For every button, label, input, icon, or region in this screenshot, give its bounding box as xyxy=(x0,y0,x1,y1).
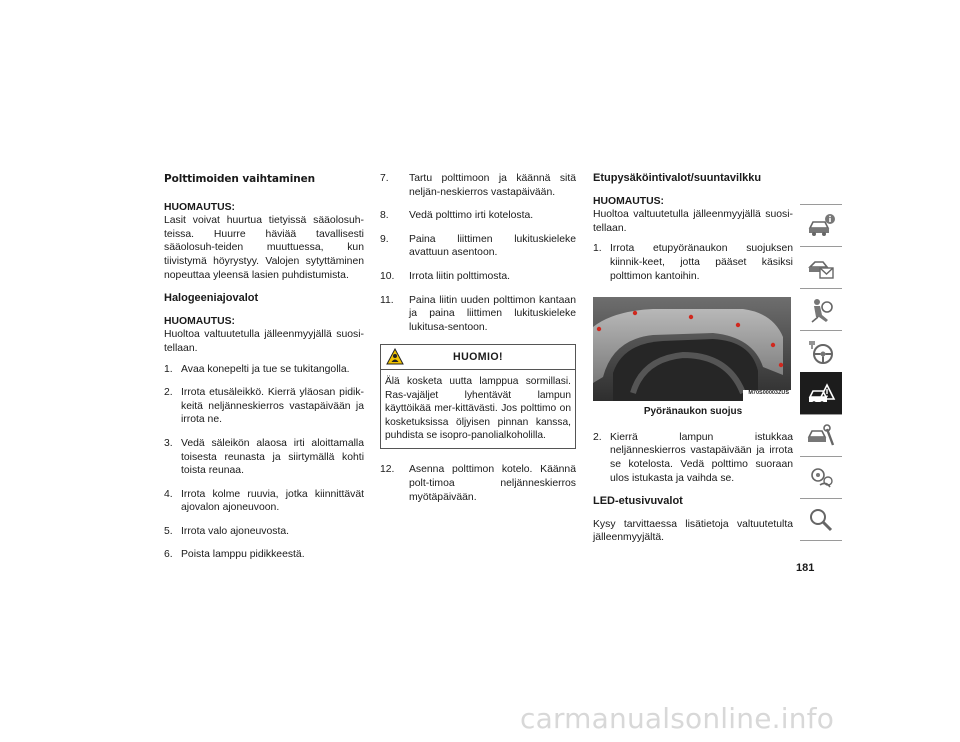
list-item: 11. Paina liitin uuden polttimon kantaan ja paina liittimen lukituskieleke lukitusa-sentoon. xyxy=(380,294,576,333)
step-list xyxy=(380,172,576,334)
step-list xyxy=(164,363,364,563)
envelope-icon xyxy=(806,253,836,283)
step-list xyxy=(593,242,793,283)
specs-icon xyxy=(806,463,836,493)
note-label: HUOMAUTUS: xyxy=(164,315,235,327)
list-item: 8. Vedä polttimo irti kotelosta. xyxy=(380,210,534,222)
warning-title: HUOMIO! xyxy=(453,351,503,364)
airbag-icon xyxy=(806,295,836,325)
tab-car-info[interactable] xyxy=(800,204,842,246)
list-item: 2. Irrota etusäleikkö. Kierrä yläosan pidik-keitä neljänneskierros vastapäivään ja irrota ne. xyxy=(164,387,364,426)
warning-header xyxy=(381,345,575,370)
figure-caption: Pyöränaukon suojus xyxy=(643,406,743,418)
step-list xyxy=(593,431,793,485)
led-subtitle: LED-etusivuvalot xyxy=(593,495,683,508)
step-list xyxy=(380,463,576,504)
note-label: HUOMAUTUS: xyxy=(593,195,664,207)
car-info-icon xyxy=(806,211,836,241)
tab-service[interactable] xyxy=(800,414,842,456)
list-item: 4. Irrota kolme ruuvia, jotka kiinnittävät ajovalon ajoneuvoon. xyxy=(164,488,364,514)
tab-messages[interactable] xyxy=(800,246,842,288)
list-item: 10. Irrota liitin polttimosta. xyxy=(380,270,511,282)
section-title: Etupysäköintivalot/suuntavilkku xyxy=(593,172,762,184)
note-text: Huoltoa valtuutetulla jälleenmyyjällä suosi-tellaan. xyxy=(593,209,793,234)
page-number: 181 xyxy=(796,562,815,574)
steering-wheel-icon xyxy=(806,337,836,367)
tab-safety[interactable] xyxy=(800,288,842,330)
warning-text: Älä kosketa uutta lamppua sormillasi. Ras-vajäljet lyhentävät lampun käyttöikää mer-kittävästi. Jos polttimo on kosketuksissa öljyisen pinnan kanssa, puhdista se isopro-panolialkoholilla. xyxy=(385,376,571,441)
led-text: Kysy tarvittaessa lisätietoja valtuutetulta jälleenmyyjältä. xyxy=(593,518,793,544)
list-item: 3. Vedä säleikön alaosa irti aloittamalla toisesta reunasta ja siirtymällä kohti toista reunaa. xyxy=(164,437,364,477)
list-item: 1. Irrota etupyöränaukon suojuksen kiinnik-keet, jotta pääset käsiksi polttimon kantoihin. xyxy=(593,243,793,282)
tab-emergency[interactable] xyxy=(800,372,842,414)
column-3 xyxy=(593,170,793,552)
note-text: Lasit voivat huurtua tietyissä sääolosuh-teissa. Huurre häviää tavallisesti sääolosuh-teiden muuttuessa, kun tiivistymä höyrystyy. Valojen sytyttäminen nopeuttaa yleensä lasien puhdistumista. xyxy=(164,215,364,281)
column-1 xyxy=(164,170,364,572)
note-label: HUOMAUTUS: xyxy=(164,201,235,213)
figure-code: M70S00003ZUS xyxy=(748,389,789,396)
service-wrench-icon xyxy=(806,421,836,451)
watermark: carmanualsonline.info xyxy=(520,702,835,735)
roadside-warning-icon xyxy=(806,379,836,409)
list-item: 12. Asenna polttimon kotelo. Käännä polt-timoa neljänneskierros myötäpäivään. xyxy=(380,464,576,503)
list-item: 2. Kierrä lampun istukkaa neljänneskierros vastapäivään ja irrota se kotelosta. Vedä polttimo suoraan ulos istukasta ja vaihda se. xyxy=(593,431,793,484)
tab-driving[interactable] xyxy=(800,330,842,372)
wheel-liner-illustration xyxy=(593,297,791,401)
caution-icon xyxy=(386,348,404,365)
warning-box xyxy=(380,344,576,449)
list-item: 5. Irrota valo ajoneuvosta. xyxy=(164,525,290,537)
note-text: Huoltoa valtuutetulla jälleenmyyjällä suosi-tellaan. xyxy=(164,329,364,354)
list-item: 7. Tartu polttimoon ja käännä sitä neljän-neskierros vastapäivään. xyxy=(380,173,576,198)
section-title: Polttimoiden vaihtaminen xyxy=(164,173,315,185)
wheel-liner-figure xyxy=(593,297,791,401)
tab-specifications[interactable] xyxy=(800,456,842,498)
halogen-subtitle: Halogeeniajovalot xyxy=(164,292,259,305)
column-2 xyxy=(380,170,576,514)
list-item: 1. Avaa konepelti ja tue se tukitangolla. xyxy=(164,363,350,375)
list-item: 9. Paina liittimen lukituskieleke avattuun asentoon. xyxy=(380,233,576,259)
list-item: 6. Poista lamppu pidikkeestä. xyxy=(164,549,305,561)
